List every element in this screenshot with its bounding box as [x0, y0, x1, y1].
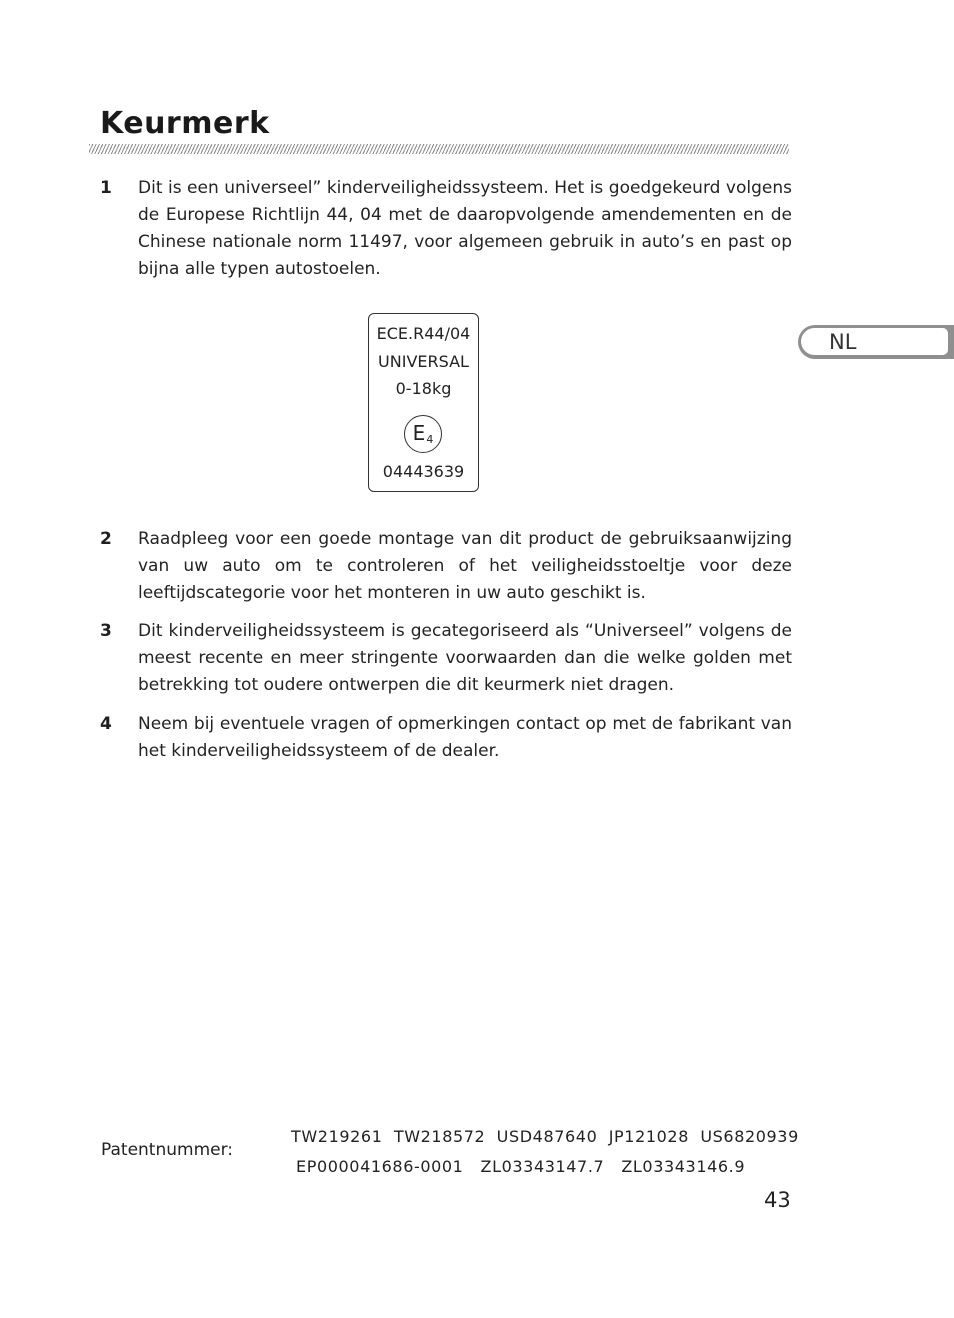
- approval-weight-range: 0-18kg: [395, 379, 452, 398]
- item-text: Neem bij eventuele vragen of opmerkingen contact op met de fabrikant van het kinderveiligheidssysteem of de dealer.: [138, 714, 792, 761]
- patent-numbers-line-2: EP000041686-0001 ZL03343147.7 ZL03343146.9: [296, 1157, 746, 1176]
- e-mark-circle-icon: [404, 415, 442, 453]
- page-title: Keurmerk: [100, 106, 270, 141]
- item-number: 4: [100, 714, 112, 734]
- title-underline-rule: [89, 144, 789, 154]
- item-number: 1: [100, 178, 112, 198]
- language-tab: [798, 325, 954, 359]
- ece-approval-mark: [368, 313, 479, 492]
- item-number: 3: [100, 621, 112, 641]
- item-text: Raadpleeg voor een goede montage van dit product de gebruiksaanwijzing van uw auto om te controleren of het veiligheidsstoeltje voor deze leeftijdscategorie voor het monteren in uw auto geschikt is.: [138, 529, 792, 603]
- patent-numbers-line-1: TW219261 TW218572 USD487640 JP121028 US6820939: [291, 1127, 799, 1146]
- language-tab-label: NL: [829, 330, 857, 354]
- page-number: 43: [764, 1188, 791, 1212]
- patent-label: Patentnummer:: [101, 1140, 234, 1160]
- e-mark-country-number: 4: [426, 433, 434, 446]
- item-text: Dit kinderveiligheidssysteem is gecategoriseerd als “Universeel” volgens de meest recente en meer stringente voorwaarden dan die welke golden met betrekking tot oudere ontwerpen die dit keurmerk niet dragen.: [138, 621, 792, 695]
- approval-number: 04443639: [382, 462, 465, 481]
- approval-category: UNIVERSAL: [378, 352, 469, 371]
- e-mark-letter: E: [412, 421, 426, 445]
- item-text: Dit is een universeel” kinderveiligheidssysteem. Het is goedgekeurd volgens de Europese Richtlijn 44, 04 met de daaropvolgende amendementen en de Chinese nationale norm 11497, voor algemeen gebruik in auto’s en past op bijna alle typen autostoelen.: [138, 178, 792, 279]
- approval-regulation: ECE.R44/04: [376, 324, 471, 343]
- item-number: 2: [100, 529, 112, 549]
